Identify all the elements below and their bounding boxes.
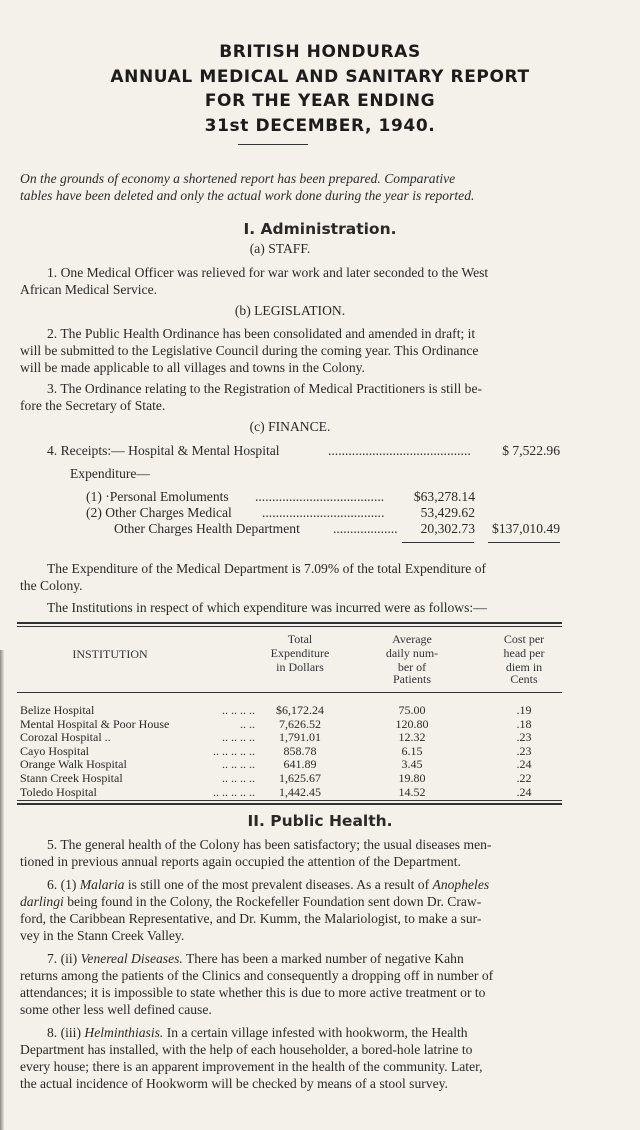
table-cell-total: 1,791.01 bbox=[279, 730, 321, 745]
expenditure-percent-line-2: the Colony. bbox=[20, 578, 83, 593]
table-cell-average: 75.00 bbox=[398, 703, 426, 717]
para-8-text: In a certain village infested with hookworm, the Health bbox=[166, 1025, 468, 1040]
table-cell-average: 6.15 bbox=[401, 743, 423, 758]
para-8-line-3: every house; there is an apparent improvement in the health of the community. Later, bbox=[20, 1059, 483, 1074]
table-cell-leader-dots: .. .. .. .. bbox=[222, 704, 255, 717]
table-cell-average: 12.32 bbox=[398, 730, 426, 745]
expenditure-2-value: 53,429.62 bbox=[420, 505, 475, 520]
section-administration-title: I. Administration. bbox=[243, 220, 397, 238]
table-cell-leader-dots: .. .. .. .. .. bbox=[213, 785, 255, 799]
subtotal-rule bbox=[402, 542, 474, 543]
table-cell-institution: Toledo Hospital bbox=[20, 784, 97, 799]
section-public-health-title: II. Public Health. bbox=[247, 812, 393, 830]
report-title-line-3: FOR THE YEAR ENDING bbox=[204, 91, 436, 111]
para-6-line-4: vey in the Stann Creek Valley. bbox=[20, 928, 185, 943]
table-top-rule bbox=[17, 622, 562, 624]
table-cell-total: 7,626.52 bbox=[279, 716, 321, 731]
table-cell-cost: .24 bbox=[516, 784, 532, 799]
expenditure-percent-line-1: The Expenditure of the Medical Department is 7.09% of the total Expenditure of bbox=[47, 561, 487, 576]
table-cell-total: 641.89 bbox=[283, 757, 317, 772]
para-3-line-2: fore the Secretary of State. bbox=[20, 398, 166, 413]
subheading-staff: (a) STAFF. bbox=[249, 241, 311, 256]
table-cell-leader-dots: .. .. .. .. bbox=[222, 731, 255, 745]
table-cell-cost: .19 bbox=[516, 703, 532, 717]
table-cell-institution: Corozal Hospital .. bbox=[20, 730, 111, 745]
table-cell-total: 1,442.45 bbox=[279, 784, 321, 799]
col-header-total-2: Expenditure bbox=[270, 646, 330, 660]
term-malaria: Malaria bbox=[79, 877, 125, 892]
total-rule bbox=[488, 542, 560, 543]
receipts-leader-dots: .......................................... bbox=[328, 443, 471, 458]
table-cell-total: 858.78 bbox=[283, 743, 317, 758]
table-cell-leader-dots: .. .. .. .. bbox=[222, 772, 255, 785]
table-bottom-rule bbox=[17, 800, 562, 801]
para-2-line-3: will be made applicable to all villages and towns in the Colony. bbox=[20, 360, 365, 375]
divider-ornament bbox=[238, 142, 308, 148]
para-6-text: is still one of the most prevalent diseases. As a result of bbox=[127, 877, 430, 892]
col-header-avg-4: Patients bbox=[393, 672, 431, 686]
para-8-line-2: Department has installed, with the help of each householder, a bored-hole latrine to bbox=[20, 1042, 473, 1057]
expenditure-1-value: $63,278.14 bbox=[413, 489, 475, 504]
table-cell-leader-dots: .. .. .. .. bbox=[222, 758, 255, 772]
col-header-institution: INSTITUTION bbox=[72, 647, 148, 661]
col-header-cost-1: Cost per bbox=[503, 632, 545, 646]
table-cell-leader-dots: .. .. .. .. .. bbox=[213, 744, 255, 758]
para-7-line-4: some other less well defined cause. bbox=[20, 1002, 212, 1017]
col-header-cost-3: diem in bbox=[505, 660, 543, 674]
report-title-line-1: BRITISH HONDURAS bbox=[219, 42, 421, 62]
subheading-finance: (c) FINANCE. bbox=[249, 419, 331, 434]
expenditure-2-leader-dots: .................................... bbox=[262, 505, 385, 520]
expenditure-3-value: 20,302.73 bbox=[420, 521, 475, 536]
para-8-number: 8. (iii) bbox=[47, 1025, 81, 1040]
table-cell-average: 120.80 bbox=[395, 716, 429, 731]
table-cell-institution: Stann Creek Hospital bbox=[20, 771, 123, 785]
para-1-line-1: 1. One Medical Officer was relieved for war work and later seconded to the West bbox=[47, 265, 489, 280]
expenditure-2-label: (2) Other Charges Medical bbox=[86, 505, 232, 520]
col-header-avg-2: daily num- bbox=[385, 646, 439, 660]
report-title-line-2: ANNUAL MEDICAL AND SANITARY REPORT bbox=[110, 67, 530, 87]
table-cell-institution: Belize Hospital bbox=[20, 703, 95, 717]
term-venereal-diseases: Venereal Diseases. bbox=[80, 951, 183, 966]
col-header-avg-1: Average bbox=[392, 632, 432, 646]
table-cell-institution: Cayo Hospital bbox=[20, 743, 89, 758]
term-helminthiasis: Helminthiasis. bbox=[84, 1025, 164, 1040]
para-7-number: 7. (ii) bbox=[47, 951, 78, 966]
expenditure-total-value: $137,010.49 bbox=[492, 521, 560, 536]
receipts-label: 4. Receipts:— Hospital & Mental Hospital bbox=[47, 443, 280, 458]
table-cell-institution: Orange Walk Hospital bbox=[20, 757, 127, 772]
col-header-total-3: in Dollars bbox=[276, 660, 324, 674]
term-darlingi: darlingi bbox=[20, 894, 64, 909]
expenditure-3-leader-dots: ................... bbox=[333, 521, 398, 536]
para-6-number: 6. (1) bbox=[47, 877, 77, 892]
table-bottom-rule-outer bbox=[17, 803, 562, 805]
table-cell-average: 19.80 bbox=[398, 771, 426, 785]
para-6-line-2-text: being found in the Colony, the Rockefeller Foundation sent down Dr. Craw- bbox=[67, 894, 482, 909]
institutions-intro: The Institutions in respect of which expenditure was incurred were as follows:— bbox=[47, 600, 487, 615]
table-cell-cost: .22 bbox=[516, 771, 532, 785]
expenditure-1-leader-dots: ...................................... bbox=[255, 489, 385, 504]
para-8-line-1 bbox=[47, 1024, 562, 1041]
expenditure-label: Expenditure— bbox=[70, 466, 151, 481]
expenditure-3-label: Other Charges Health Department bbox=[114, 521, 300, 536]
para-7-line-1 bbox=[47, 950, 562, 967]
para-7-text: There has been a marked number of negative Kahn bbox=[185, 951, 464, 966]
para-1-line-2: African Medical Service. bbox=[20, 282, 158, 297]
page-binding-edge bbox=[0, 650, 4, 1130]
para-6-line-3: ford, the Caribbean Representative, and Dr. Kumm, the Malariologist, to make a sur- bbox=[20, 911, 482, 926]
subheading-legislation: (b) LEGISLATION. bbox=[234, 303, 346, 318]
intro-line-1: On the grounds of economy a shortened report has been prepared. Comparative bbox=[20, 171, 456, 186]
table-cell-leader-dots: .. .. bbox=[240, 717, 255, 731]
para-7-line-2: returns among the patients of the Clinics and consequently a dropping off in number of bbox=[20, 968, 494, 983]
table-cell-cost: .23 bbox=[516, 743, 532, 758]
para-2-line-2: will be submitted to the Legislative Council during the coming year. This Ordinance bbox=[20, 343, 479, 358]
col-header-total-1: Total bbox=[287, 632, 313, 646]
table-cell-cost: .18 bbox=[516, 716, 532, 731]
table-cell-cost: .23 bbox=[516, 730, 532, 745]
col-header-cost-4: Cents bbox=[510, 672, 538, 686]
para-7-line-3: attendances; it is impossible to state whether this is due to more active treatment or to bbox=[20, 985, 486, 1000]
table-cell-average: 14.52 bbox=[398, 784, 426, 799]
receipts-value: $ 7,522.96 bbox=[502, 443, 560, 458]
table-cell-total: 1,625.67 bbox=[279, 771, 321, 785]
para-2-line-1: 2. The Public Health Ordinance has been consolidated and amended in draft; it bbox=[47, 326, 476, 341]
report-title-line-4: 31st DECEMBER, 1940. bbox=[204, 116, 436, 136]
para-6-line-2 bbox=[20, 893, 560, 910]
para-3-line-1: 3. The Ordinance relating to the Registration of Medical Practitioners is still be- bbox=[47, 381, 483, 396]
table-cell-institution: Mental Hospital & Poor House bbox=[20, 716, 170, 731]
table-cell-cost: .24 bbox=[516, 757, 532, 772]
para-6-line-1 bbox=[47, 876, 562, 893]
intro-line-2: tables have been deleted and only the actual work done during the year is reported. bbox=[20, 188, 475, 203]
col-header-avg-3: ber of bbox=[397, 660, 427, 674]
table-cell-average: 3.45 bbox=[401, 757, 423, 772]
table-cell-total: $6,172.24 bbox=[276, 703, 324, 717]
para-5-line-2: tioned in previous annual reports again occupied the attention of the Department. bbox=[20, 854, 461, 869]
expenditure-1-label: (1) ·Personal Emoluments bbox=[86, 489, 229, 504]
table-header-rule bbox=[17, 692, 562, 693]
col-header-cost-2: head per bbox=[503, 646, 545, 660]
para-8-line-4: the actual incidence of Hookworm will be checked by means of a stool survey. bbox=[20, 1076, 448, 1091]
term-anopheles: Anopheles bbox=[432, 877, 490, 892]
para-5-line-1: 5. The general health of the Colony has been satisfactory; the usual diseases men- bbox=[47, 837, 492, 852]
table-top-rule-inner bbox=[17, 626, 562, 627]
